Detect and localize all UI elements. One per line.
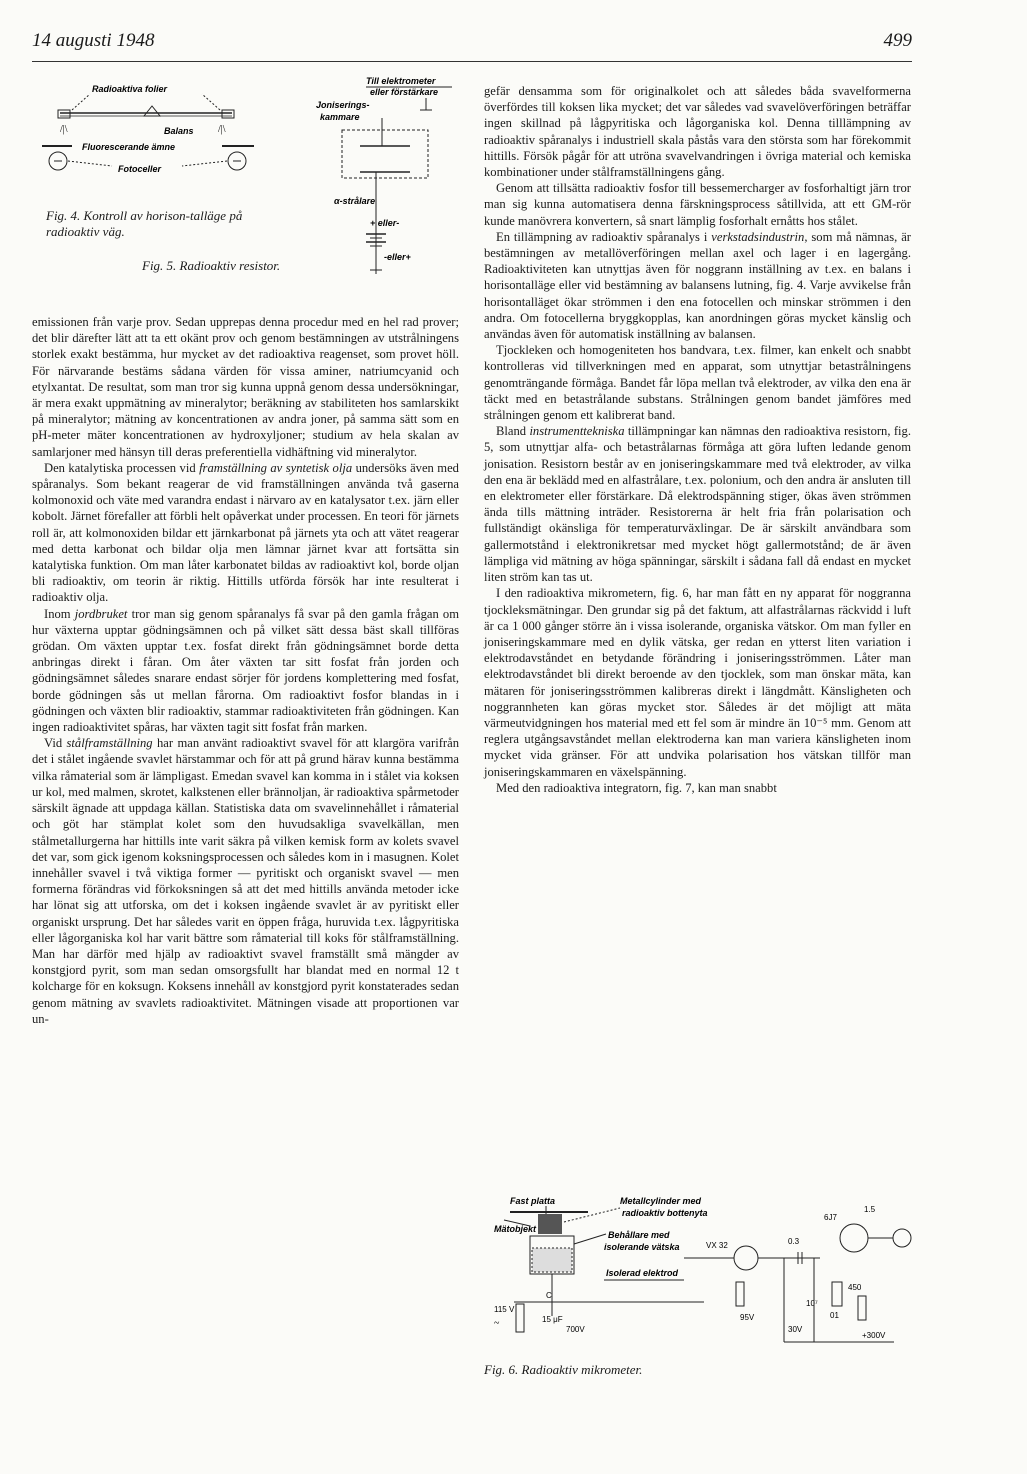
- fig5-label-plus-or: + eller-: [370, 218, 400, 228]
- figure-6-diagram: [484, 1192, 914, 1352]
- paragraph: Genom att tillsätta radioaktiv fosfor till bessemercharger av fosforhaltigt järn tror man sig kunna automatisera denna färskningsprocess såtillvida, att ett GM-rör kunde manövrera konvertern, så snart lämplig fosforhalt ernåtts hos stålet.: [484, 181, 911, 228]
- fig5-label-or-plus: -eller+: [384, 252, 411, 262]
- fig6-label-30v: 30V: [788, 1325, 803, 1334]
- svg-text:/|\: /|\: [60, 124, 68, 135]
- paragraph: gefär densamma som för originalkolet och att således båda svavelformerna överfördes till koksen lika mycket; det var således vad svavelöverföringen beträffar ingen skillnad på lågpyritiska och lågorganiska kol. Denna tilllämpning av radioaktiv spåranalys i industriell skala påstås vara den största som har förekommit hittills. Försök pågår för att utröna svavelvandringen i övriga material och kemiska kombinationer under stålframställningens gång.: [484, 84, 911, 180]
- fig6-label-cylinder-2: radioaktiv bottenyta: [622, 1208, 708, 1218]
- fig4-label-screen: Fluorescerande ämne: [82, 142, 176, 152]
- paragraph: Tjockleken och homogeniteten hos bandvara, t.ex. filmer, kan enkelt och snabbt kontrolleras vid tillverkningen med en apparat, som utnyttjar betastrålningens genomträngande förmåga. Bandet får löpa mellan två elektroder, av vilka den ena är täckt med en betastrålande substans. Strålningen genom bandet jämföres med strålningen genom ett kalibrerat band.: [484, 343, 911, 423]
- fig6-label-isolated: Isolerad elektrod: [606, 1268, 679, 1278]
- paragraph: Bland instrumenttekniska tillämpningar kan nämnas den radioaktiva resistorn, fig. 5, som utnyttjar alfa- och betastrålarnas förmåga att göra luften ledande genom jonisation. Resistorn består av en joniseringskammare med två elektroder, av vilka den ena är beklädd med en alfastrålare, t.ex. polonium, och den andra är ansluten till en elektrometer eller förstärkare. Då elektrodspänning stiger, ökas även strömmen ända tills mättning inträder. Resistorerna är helt fria från polarisation och fullständigt okänsliga för temperaturväxlingar. De är särskilt användbara som gallermotstånd i elektronikretsar med mycket högt gallermotstånd; de är även lämpliga vid mätning av höga spänningar, särskilt i sådana fall då endast en mycket liten ström kan tas ut.: [484, 424, 911, 585]
- fig5-label-chamber-2: kammare: [320, 112, 360, 122]
- fig4-label-balance: Balans: [164, 126, 194, 136]
- fig6-label-r15: 1.5: [864, 1205, 876, 1214]
- fig6-label-vx32: VX 32: [706, 1241, 728, 1250]
- fig4-label-foil: Radioaktiva folier: [92, 84, 168, 94]
- svg-text:/|\: /|\: [218, 124, 226, 135]
- left-column: [32, 314, 459, 1027]
- fig6-label-c: C: [546, 1291, 552, 1300]
- fig6-label-95v: 95V: [740, 1313, 755, 1322]
- fig6-label-vessel-2: isolerande vätska: [604, 1242, 680, 1252]
- page-header: [32, 30, 912, 62]
- fig6-label-plate: Fast platta: [510, 1196, 556, 1206]
- paragraph: emissionen från varje prov. Sedan upprepas denna procedur med en hel rad prover; det blir därefter lätt att ta ett okänt prov och genom bestämningen av utstrålningens storlek exakt bestämma, hur mycket av det radioaktiva reagenset, som provet höll. För närvarande bestäms sådana värden för vissa aminer, natriumcyanid och etylxantat. De resultat, som man tror sig kunna uppnå genom dessa undersökningar, är mera exakt uppmätning av mineralytor; beräkning av stabiliteten hos samlarskikt på mineralytor; mätning av koncentrationen av andra joner, på samma sätt som en pH-meter mäter koncentrationen av hydroxyljoner; studium av hela skalan av samlarjoner med hänsyn till deras preferentiella vidhäftning vid mineralytor.: [32, 315, 459, 459]
- fig6-label-15uf: 15 μF: [542, 1315, 563, 1324]
- fig6-label-cylinder-1: Metallcylinder med: [620, 1196, 702, 1206]
- fig6-label-6j7: 6J7: [824, 1213, 837, 1222]
- header-rule: [32, 61, 912, 62]
- fig6-label-c03: 0.3: [788, 1237, 800, 1246]
- fig6-label-r1: 01: [830, 1311, 839, 1320]
- fig5-label-chamber-1: Joniserings-: [316, 100, 370, 110]
- paragraph: Vid stålframställning har man använt radioaktivt svavel för att klargöra varifrån det i stålet ingående svavlet härstammar och för att på grund härav kunna bestämma vilka råmaterial som är lämpligast. Emedan svavel kan komma in i stålet via koksen ur kol, med malmen, skrotet, kalkstenen eller brännoljan, är radioaktiva spårmetoder särskilt ägnade att uppdaga källan. Statistiska data om svavelinnehållet i råmaterial och göt har stämplat kolet som den huvudsakliga svavelkällan, men stålmetallurgerna har hittills inte varit säkra på vilken kemisk form av kolets svavel det var, som gick igenom koksningsprocessen och således kom in i masugnen. Kolet innehåller svavel i två viktiga former — pyritiskt och organiskt svavel — men formerna förändras vid förkoksningen så att det med hittills använda metoder icke har lönat sig att utforska, om det i koksen ingående svavlet är av pyritiskt eller organiskt ursprung. Det har således varit en öppen fråga, huruvida t.ex. lågpyritiska eller lågorganiska kol har varit bättre som råmaterial till koks för stålframställning. Man har därför med hjälp av radioaktivt svavel framställt små mängder av konstgjord pyrit, som man sedan omsorgsfullt har blandat med en normal 12 t kolcharge för en koksugn. Koksens innehåll av konstgjord pyrit konstaterades sedan genom mätning av svavlets radioaktivitet. Mätningen visade att proportionen var un-: [32, 736, 459, 1026]
- figure-5-diagram: [312, 74, 472, 274]
- svg-text:~: ~: [494, 1318, 500, 1329]
- fig6-label-300v: +300V: [862, 1331, 886, 1340]
- fig5-label-meter-1: Till elektrometer: [366, 76, 436, 86]
- fig6-label-115v: 115 V: [494, 1305, 515, 1314]
- figure-6-caption: Fig. 6. Radioaktiv mikrometer.: [484, 1362, 643, 1377]
- fig4-label-photocell: Fotoceller: [118, 164, 162, 174]
- fig6-label-vessel-1: Behållare med: [608, 1230, 670, 1240]
- fig6-label-r10: 10⁷: [806, 1299, 818, 1308]
- paragraph: I den radioaktiva mikrometern, fig. 6, har man fått en ny apparat för noggranna tjockleksmätningar. Den grundar sig på det faktum, att alfastrålarnas räckvidd i luft är ca 1 000 gånger större än i vissa isolerande, organiska vätskor. Om man fyller en joniseringskammare med en dylik vätska, ger redan en ytterst liten variation i elektrodavståndet en betydande förändring i joniseringsströmmen. Låter man elektrodavståndet bli direkt beroende av den tjocklek, som man önskar mäta, kan mätaren för joniseringsströmmen kalibreras direkt i längdmått. Känsligheten och noggrannheten kan göras mycket stor. Således är det möjligt att mäta värmeutvidgningen hos material med ett fel som är mindre än 10⁻⁵ mm. Genom att reglera utgångsavståndet mellan elektroderna kan man variera känsligheten inom mycket vida gränser. För att undvika polarisation hos vätskan tillför man joniseringskammaren en växelspänning.: [484, 586, 911, 779]
- fig5-label-alpha: α-strålare: [334, 196, 376, 206]
- fig6-label-700v: 700V: [566, 1325, 585, 1334]
- figure-5-caption: Fig. 5. Radioaktiv resistor.: [142, 258, 281, 273]
- figure-4-diagram: [32, 80, 282, 200]
- page-number: 499: [883, 30, 912, 51]
- figure-4-caption: Fig. 4. Kontroll av horison-talläge på radioaktiv väg.: [46, 208, 243, 239]
- paragraph: Med den radioaktiva integratorn, fig. 7, kan man snabbt: [496, 780, 777, 795]
- paragraph: En tillämpning av radioaktiv spåranalys i verkstadsindustrin, som må nämnas, är bestämningen av metallöverföringen mellan axel och lager i en lagergång. Radioaktiviteten kan utnyttjas även för noggrann inställning av t.ex. en balans i horisontalläge eller vid bestämning av balansens lutning, fig. 4. Varje avvikelse från horisontalläget ökar strömmen i den ena fotocellen och minskar strömmen i den andra. Om fotocellerna bryggkopplas, kan anordningen göras mycket känslig och användas även för automatisk inställning av balansen.: [484, 229, 911, 342]
- fig6-label-object: Mätobjekt: [494, 1224, 537, 1234]
- issue-date: 14 augusti 1948: [32, 30, 155, 51]
- paragraph: Inom jordbruket tror man sig genom spåranalys få svar på den gamla frågan om hur växterna upptar gödningsämnen och på vilket sätt dessa bäst skall tillföras grödan. Om växten upptar t.ex. fosfat direkt från gödningsämnet borde detta anbringas direkt i fåran. Om åter växten tar sitt fosfat från jorden och gödningsämnet således snarare endast sörjer för jordens komplettering med fosfat, borde gödningen sås ut mellan fårorna. Om radioaktivt fosfor blandas in i gödningen och växten blir radioaktiv, stammar radioaktiviteten från gödningen. Kan ingen radioaktivitet spåras, har växten tagit sitt fosfat från marken.: [32, 606, 459, 735]
- right-column: [484, 83, 911, 796]
- paragraph: Den katalytiska processen vid framställning av syntetisk olja undersöks även med spåranalys. Som bekant reagerar de vid framställningen använda två gaserna kolmonoxid och väte med varandra endast i närvaro av en katalysator t.ex. järn eller kobolt. Järnet förefaller att förbli helt opåverkat under processen. En teori för järnets roll är, att kolmonoxiden bildar ett järnkarbonat på järnets yta och att vätet reagerar med detta karbonat och bildar olja men lämnar järnet kvar att fortsätta sin katalytiska funktion. Om man låter karbonatet bildas av radioaktivt kol, borde oljan bli radioaktiv, om teorin är riktig. Hittills utförda försök har inte resulterat i radioaktiv olja.: [32, 460, 459, 605]
- fig5-label-meter-2: eller förstärkare: [370, 87, 439, 97]
- fig6-label-450: 450: [848, 1283, 862, 1292]
